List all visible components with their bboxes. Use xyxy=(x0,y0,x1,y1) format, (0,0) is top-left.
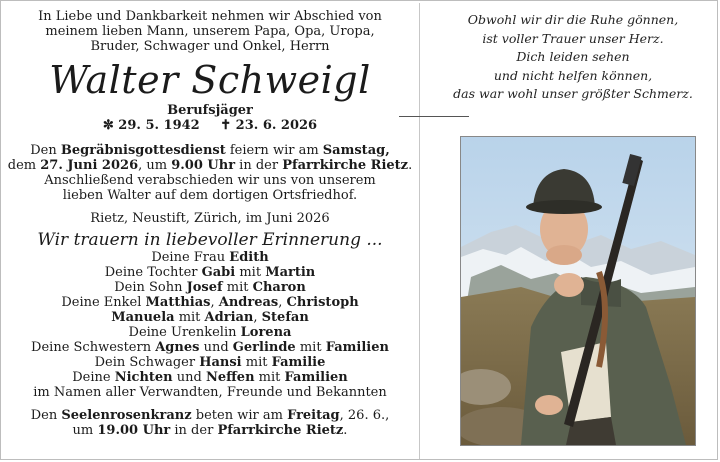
mourners-list xyxy=(7,250,413,400)
poem-line: Obwohl wir dir die Ruhe gönnen, xyxy=(467,12,679,27)
mourner-row: Deine Enkel Matthias, Andreas, Christoph xyxy=(61,295,359,310)
mourner-row: Manuela mit Adrian, Stefan xyxy=(111,310,309,325)
deceased-name: Walter Schweigl xyxy=(49,58,371,102)
mourner-row: Dein Sohn Josef mit Charon xyxy=(114,280,306,295)
cross-vertical-line xyxy=(419,3,420,459)
obituary-text xyxy=(7,9,413,438)
poem-line: das war wohl unser größter Schmerz. xyxy=(453,86,693,101)
portrait-photo xyxy=(460,136,696,446)
poem-line: und nicht helfen können, xyxy=(493,67,653,83)
intro-line: meinem lieben Mann, unserem Papa, Opa, Uropa, xyxy=(45,24,375,39)
birth-date: ✼ 29. 5. 1942 xyxy=(102,118,200,133)
rosary-info xyxy=(7,408,413,438)
death-date: ✝ 23. 6. 2026 xyxy=(220,118,318,133)
mourner-row: Deine Tochter Gabi mit Martin xyxy=(104,265,316,280)
funeral-line: Den Begräbnisgottesdienst feiern wir am Samstag, xyxy=(30,143,390,158)
rosary-line: um 19.00 Uhr in der Pfarrkirche Rietz. xyxy=(72,423,348,438)
mourner-row: Deine Frau Edith xyxy=(151,250,269,265)
mourner-row: Deine Schwestern Agnes und Gerlinde mit Familien xyxy=(31,340,389,355)
intro-line: Bruder, Schwager und Onkel, Herrn xyxy=(90,39,330,54)
poem-line: Dich leiden sehen xyxy=(516,49,630,64)
place-date: Rietz, Neustift, Zürich, im Juni 2026 xyxy=(90,211,330,226)
deceased-occupation: Berufsjäger xyxy=(167,103,253,118)
memorial-poem xyxy=(441,11,705,104)
intro-line: In Liebe und Dankbarkeit nehmen wir Abschied von xyxy=(38,9,382,24)
funeral-line: lieben Walter auf dem dortigen Ortsfriedhof. xyxy=(62,188,358,203)
funeral-info xyxy=(7,143,413,203)
poem-line: ist voller Trauer unser Herz. xyxy=(482,30,664,46)
life-dates xyxy=(7,118,413,133)
cross-horizontal-line xyxy=(399,116,469,117)
funeral-line: Anschließend verabschieden wir uns von unserem xyxy=(44,173,376,188)
intro-text xyxy=(7,9,413,54)
mourner-row: Deine Nichten und Neffen mit Familien xyxy=(72,370,348,385)
mourner-row: Dein Schwager Hansi mit Familie xyxy=(94,355,326,370)
mourner-row: im Namen aller Verwandten, Freunde und Bekannten xyxy=(33,385,387,400)
funeral-line: dem 27. Juni 2026, um 9.00 Uhr in der Pfarrkirche Rietz. xyxy=(7,158,413,173)
mourner-row: Deine Urenkelin Lorena xyxy=(128,325,292,340)
mourning-heading: Wir trauern in liebevoller Erinnerung ... xyxy=(37,230,383,250)
rosary-line: Den Seelenrosenkranz beten wir am Freitag, 26. 6., xyxy=(30,408,390,423)
